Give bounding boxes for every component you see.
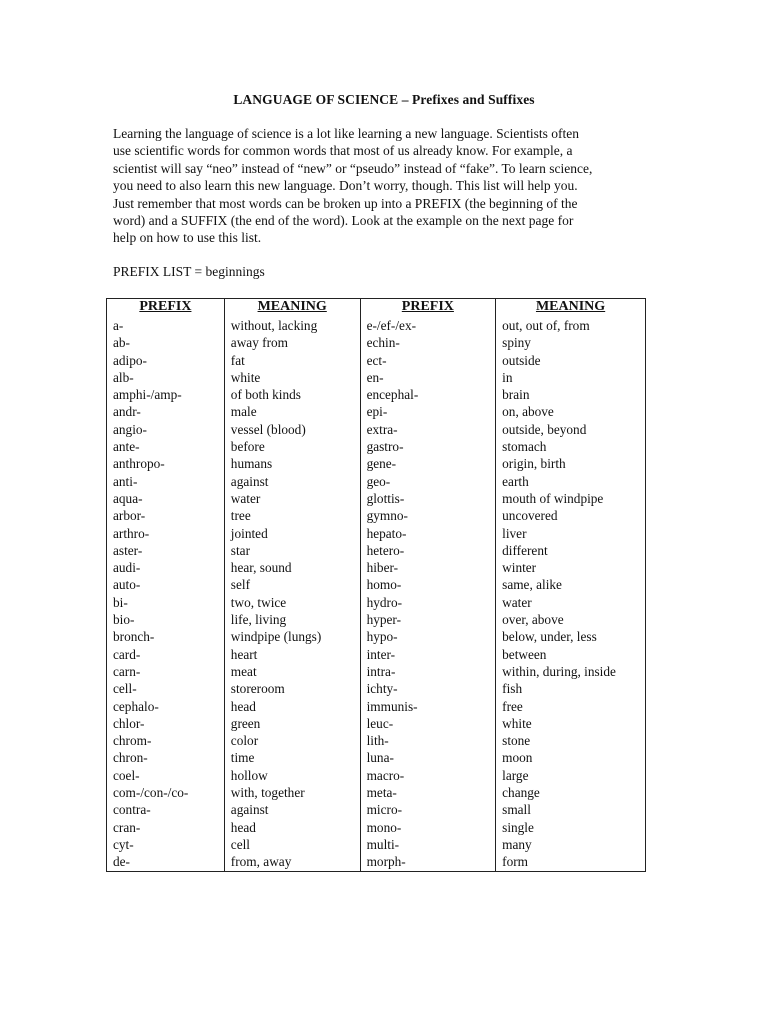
prefix-item: cran- (113, 819, 141, 835)
meaning-item: below, under, less (502, 629, 597, 645)
prefix-item: carn- (113, 663, 141, 679)
prefix-item: contra- (113, 802, 151, 818)
prefix-item: leuc- (366, 715, 394, 731)
meaning-item: against (230, 473, 269, 489)
meaning-item: uncovered (502, 508, 558, 524)
prefix-item: lith- (366, 733, 389, 749)
prefix-item: anthropo- (113, 456, 165, 472)
meaning-item: single (502, 819, 534, 835)
meaning-item: humans (230, 456, 273, 472)
prefix-item: coel- (113, 767, 140, 783)
prefix-item: hyper- (366, 612, 402, 628)
prefix-item: encephal- (366, 387, 419, 403)
meaning-item: earth (502, 473, 529, 489)
prefix-item: card- (113, 646, 141, 662)
meaning-item: life, living (230, 612, 287, 628)
prefix-item: gene- (366, 456, 397, 472)
meaning-item: head (230, 819, 256, 835)
prefix-item: hetero- (366, 542, 405, 558)
meaning-item: from, away (230, 854, 292, 870)
prefix-item: hypo- (366, 629, 398, 645)
meaning-item: on, above (502, 404, 554, 420)
meaning-item: form (502, 854, 528, 870)
prefix-item: glottis- (366, 490, 405, 506)
prefix-item: extra- (366, 421, 398, 437)
meaning-item: self (230, 577, 250, 593)
prefix-item: inter- (366, 646, 396, 662)
prefix-item: bi- (113, 594, 128, 610)
meaning-item: moon (502, 750, 533, 766)
prefix-item: angio- (113, 421, 147, 437)
meaning-item: outside (502, 352, 541, 368)
prefix-item: meta- (366, 785, 397, 801)
prefix-item: cephalo- (113, 698, 159, 714)
prefix-item: intra- (366, 663, 396, 679)
meaning-item: same, alike (502, 577, 562, 593)
column-prefixes-1 (107, 317, 225, 871)
meaning-item: green (230, 715, 261, 731)
meaning-item: between (502, 646, 547, 662)
prefix-item: ab- (113, 335, 130, 351)
meaning-item: head (230, 698, 256, 714)
intro-paragraph (113, 125, 653, 247)
prefix-list-label: PREFIX LIST = beginnings (113, 264, 265, 279)
prefix-table (106, 298, 646, 872)
meaning-item: time (230, 750, 255, 766)
meaning-item: with, together (230, 785, 305, 801)
meaning-item: stone (502, 733, 531, 749)
meaning-item: change (502, 785, 540, 801)
meaning-item: origin, birth (502, 456, 566, 472)
table-header-row (107, 299, 646, 318)
prefix-item: ante- (113, 439, 140, 455)
prefix-item: cyt- (113, 836, 134, 852)
meaning-item: color (230, 733, 259, 749)
header-meaning-2: MEANING (496, 299, 646, 318)
prefix-item: micro- (366, 802, 403, 818)
prefix-item: bio- (113, 612, 135, 628)
prefix-item: epi- (366, 404, 388, 420)
prefix-item: bronch- (113, 629, 155, 645)
meaning-item: mouth of windpipe (502, 490, 604, 506)
meaning-item: out, out of, from (502, 318, 590, 333)
prefix-item: com-/con-/co- (113, 785, 189, 801)
meaning-item: white (502, 715, 532, 731)
prefix-item: macro- (366, 767, 405, 783)
prefix-item: arthro- (113, 525, 150, 541)
prefix-item: ichty- (366, 681, 398, 697)
prefix-item: e-/ef-/ex- (366, 318, 417, 333)
column-prefixes-2 (360, 317, 496, 871)
header-prefix-1: PREFIX (107, 299, 225, 318)
column-meanings-2 (496, 317, 646, 871)
meaning-item: heart (230, 646, 258, 662)
header-meaning-1: MEANING (224, 299, 360, 318)
prefix-item: echin- (366, 335, 400, 351)
prefix-item: aqua- (113, 490, 143, 506)
prefix-item: morph- (366, 854, 406, 870)
prefix-item: immunis- (366, 698, 418, 714)
intro-line: Learning the language of science is a lot like learning a new language. Scientists often (113, 126, 579, 141)
meaning-item: winter (502, 560, 537, 576)
intro-line: you need to also learn this new language. Don’t worry, though. This list will help you. (113, 178, 578, 194)
meaning-item: without, lacking (230, 318, 318, 333)
prefix-item: de- (113, 854, 130, 870)
meaning-item: two, twice (230, 594, 287, 610)
meaning-item: free (502, 698, 523, 714)
meaning-item: brain (502, 387, 530, 403)
meaning-item: windpipe (lungs) (230, 629, 322, 645)
prefix-item: auto- (113, 577, 141, 593)
meaning-item: in (502, 369, 513, 385)
meaning-item: fish (502, 681, 523, 697)
prefix-item: gymno- (366, 508, 408, 524)
intro-line: word) and a SUFFIX (the end of the word). Look at the example on the next page for (113, 213, 574, 229)
prefix-item: chrom- (113, 733, 152, 749)
prefix-item: arbor- (113, 508, 146, 524)
meaning-item: tree (230, 508, 251, 524)
intro-line: scientist will say “neo” instead of “new” or “pseudo” instead of “fake”. To learn science, (113, 160, 593, 176)
meaning-item: of both kinds (230, 387, 301, 403)
meaning-item: spiny (502, 335, 531, 351)
meaning-item: meat (230, 663, 257, 679)
meaning-item: fat (230, 352, 245, 368)
prefix-item: gastro- (366, 439, 404, 455)
meaning-item: outside, beyond (502, 421, 587, 437)
meaning-item: hollow (230, 767, 268, 783)
page-title: LANGUAGE OF SCIENCE – Prefixes and Suffixes (233, 92, 535, 107)
prefix-item: cell- (113, 681, 137, 697)
prefix-item: ect- (366, 352, 387, 368)
column-meanings-1 (224, 317, 360, 871)
prefix-item: adipo- (113, 352, 147, 368)
intro-line: help on how to use this list. (113, 230, 262, 246)
meaning-item: away from (230, 335, 289, 351)
table-body-row (107, 317, 646, 871)
prefix-item: homo- (366, 577, 402, 593)
prefix-item: multi- (366, 836, 400, 852)
prefix-item: andr- (113, 404, 141, 420)
prefix-item: mono- (366, 819, 402, 835)
prefix-item: chlor- (113, 715, 145, 731)
prefix-item: amphi-/amp- (113, 387, 182, 403)
intro-line: use scientific words for common words that most of us already know. For example, a (113, 143, 573, 159)
meaning-item: within, during, inside (502, 663, 616, 679)
prefix-item: aster- (113, 542, 143, 558)
meaning-item: hear, sound (230, 560, 292, 576)
prefix-item: chron- (113, 750, 148, 766)
meaning-item: different (502, 542, 548, 558)
meaning-item: star (230, 542, 250, 558)
meaning-item: cell (230, 836, 250, 852)
prefix-item: anti- (113, 473, 138, 489)
prefix-item: hydro- (366, 594, 403, 610)
prefix-item: alb- (113, 369, 134, 385)
intro-line: Just remember that most words can be broken up into a PREFIX (the beginning of the (113, 195, 578, 211)
meaning-item: male (230, 404, 257, 420)
prefix-item: a- (113, 318, 124, 333)
meaning-item: large (502, 767, 529, 783)
prefix-item: geo- (366, 473, 391, 489)
meaning-item: stomach (502, 439, 547, 455)
meaning-item: many (502, 836, 532, 852)
prefix-item: hepato- (366, 525, 407, 541)
header-prefix-2: PREFIX (360, 299, 496, 318)
meaning-item: against (230, 802, 269, 818)
prefix-item: audi- (113, 560, 141, 576)
meaning-item: liver (502, 525, 527, 541)
meaning-item: water (230, 490, 261, 506)
meaning-item: vessel (blood) (230, 421, 306, 437)
prefix-item: hiber- (366, 560, 399, 576)
meaning-item: jointed (230, 525, 268, 541)
meaning-item: white (230, 369, 261, 385)
meaning-item: storeroom (230, 681, 285, 697)
meaning-item: over, above (502, 612, 564, 628)
prefix-item: en- (366, 369, 384, 385)
meaning-item: small (502, 802, 531, 818)
meaning-item: water (502, 594, 532, 610)
meaning-item: before (230, 439, 265, 455)
prefix-item: luna- (366, 750, 394, 766)
